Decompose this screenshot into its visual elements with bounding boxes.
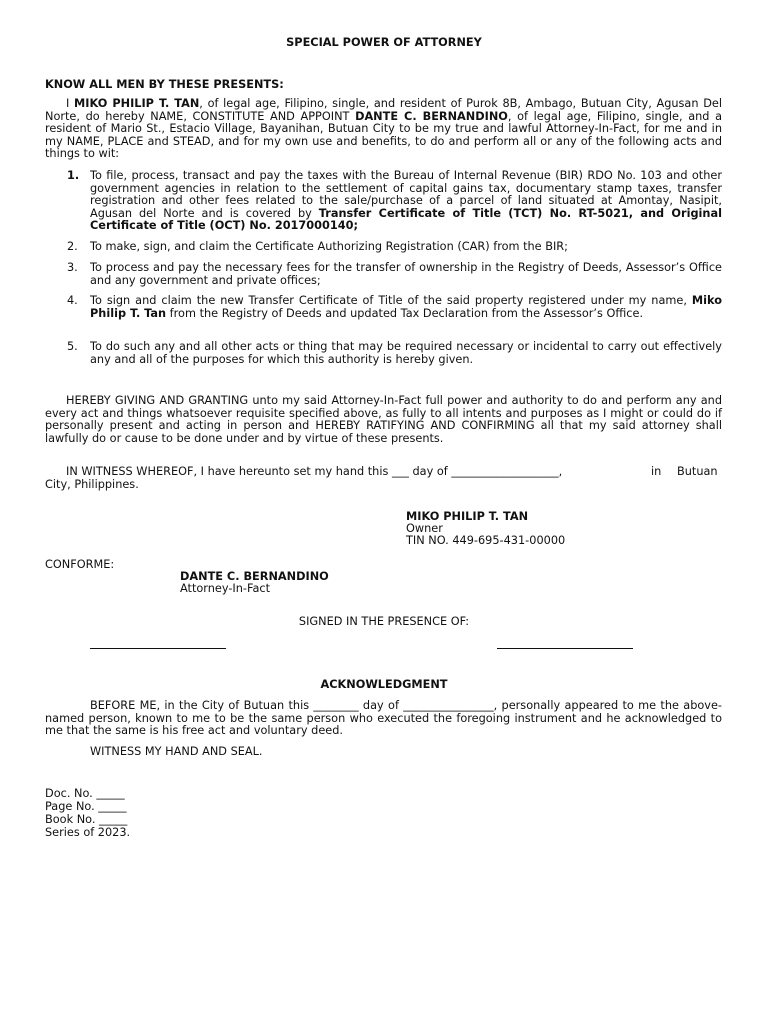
conforme-name: DANTE C. BERNANDINO: [180, 570, 329, 583]
witness-clause-city: Butuan: [677, 465, 718, 478]
item-number: 5.: [67, 340, 78, 353]
item-text: from the Registry of Deeds and updated Tax Declaration from the Assessor’s Office.: [166, 306, 644, 320]
witness-clause: IN WITNESS WHEREOF, I have hereunto set my hand this ___ day of ___________________,: [66, 465, 563, 478]
opening-text-1: I: [66, 97, 75, 110]
item-text: To sign and claim the new Transfer Certificate of Title of the said property registered under my name,: [90, 294, 692, 307]
witness-signature-line: [90, 648, 226, 649]
list-item: [90, 170, 722, 233]
series-year: Series of 2023.: [45, 826, 131, 839]
signatory-tin: TIN NO. 449-695-431-00000: [406, 534, 566, 547]
book-number: Book No. _____: [45, 813, 128, 826]
item-number: 2.: [67, 240, 78, 253]
signatory-role: Owner: [406, 522, 443, 535]
item-number: 1.: [67, 169, 80, 182]
document-title: SPECIAL POWER OF ATTORNEY: [286, 36, 482, 49]
conforme-role: Attorney-In-Fact: [180, 582, 271, 595]
title-reference: Transfer Certificate of Title (TCT) No. RT-5021, and Original Certificate of Title (OCT) No. 2017000140;: [90, 206, 722, 233]
list-item: To do such any and all other acts or thing that may be required necessary or incidental to carry out effectively any and all of the purposes for which this authority is hereby given.: [90, 340, 722, 366]
principal-name-inline: Miko Philip T. Tan: [90, 294, 722, 320]
presence-heading: SIGNED IN THE PRESENCE OF:: [298, 615, 470, 628]
principal-name: MIKO PHILIP T. TAN: [74, 97, 200, 110]
opening-paragraph: [45, 98, 722, 161]
item-number: 3.: [67, 261, 78, 274]
intro-heading: KNOW ALL MEN BY THESE PRESENTS:: [45, 78, 284, 91]
granting-paragraph: HEREBY GIVING AND GRANTING unto my said Attorney-In-Fact full power and authority to do and perform any and every act and things whatsoever requisite specified above, as fully to all intents and purposes as I might or could do if personally present and acting in person and HEREBY RATIFYING AND CONFIRMING all that my said attorney shall lawfully do or cause to be done under and by virtue of these presents.: [45, 394, 722, 445]
signatory-name: MIKO PHILIP T. TAN: [406, 510, 529, 523]
item-number: 4.: [67, 294, 78, 307]
witness-signature-line: [497, 648, 633, 649]
witness-seal: WITNESS MY HAND AND SEAL.: [90, 745, 263, 758]
witness-clause-end: City, Philippines.: [45, 478, 139, 491]
list-item: [90, 295, 722, 320]
acknowledgment-title: ACKNOWLEDGMENT: [320, 678, 448, 691]
list-item: To make, sign, and claim the Certificate Authorizing Registration (CAR) from the BIR;: [90, 240, 568, 253]
item-text: To file, process, transact and pay the taxes with the Bureau of Internal Revenue (BIR) RDO No. 103 and other government agencies in relation to the settlement of capital gains tax, documentary stamp taxes, transfer registration and other fees related to the sale/purchase of a parcel of land situated at Amontay, Nasipit, Agusan del Norte and is covered by: [90, 169, 722, 220]
list-item: To process and pay the necessary fees for the transfer of ownership in the Registry of Deeds, Assessor’s Office and any government and private offices;: [90, 261, 722, 287]
attorney-name: DANTE C. BERNANDINO: [355, 109, 508, 123]
page-number: Page No. _____: [45, 800, 127, 813]
witness-clause-in: in: [651, 465, 662, 478]
opening-text-2: , of legal age, Filipino, single, and resident of Purok 8B, Ambago, Butuan City, Agusan Del Norte, do hereby NAME, CONSTITUTE AND APPOINT: [45, 97, 722, 123]
conforme-label: CONFORME:: [45, 558, 115, 571]
opening-text-3: , of legal age, Filipino, single, and a resident of Mario St., Estacio Village, Bayanihan, Butuan City to be my true and lawful Attorney-In-Fact, for me and in my NAME, PLACE and STEAD, and for my own use and benefits, to do and perform all or any of the following acts and things to wit:: [45, 109, 722, 161]
acknowledgment-body: BEFORE ME, in the City of Butuan this ________ day of ________________, personally appeared to me the above-named person, known to me to be the same person who executed the foregoing instrument and he acknowledged to me that the same is his free act and voluntary deed.: [45, 699, 722, 738]
doc-number: Doc. No. _____: [45, 787, 125, 800]
